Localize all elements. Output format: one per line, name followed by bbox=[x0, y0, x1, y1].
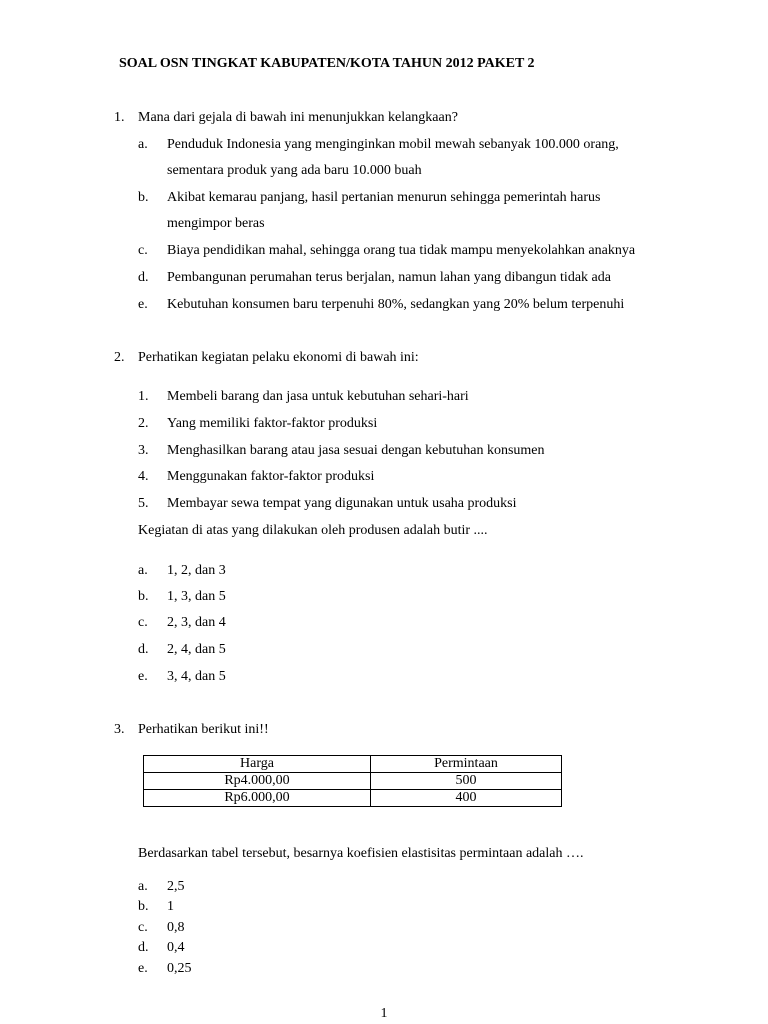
q2-item-5-label: 5. bbox=[138, 496, 149, 511]
table-header-harga: Harga bbox=[144, 756, 371, 773]
q2-option-d-label: d. bbox=[138, 642, 149, 657]
table-cell-harga: Rp4.000,00 bbox=[144, 773, 371, 790]
q2-item-3-label: 3. bbox=[138, 443, 149, 458]
q2-option-b-label: b. bbox=[138, 589, 149, 604]
q1-option-e-text: Kebutuhan konsumen baru terpenuhi 80%, sedangkan yang 20% belum terpenuhi bbox=[167, 297, 625, 312]
q2-option-c-text: 2, 3, dan 4 bbox=[167, 615, 226, 630]
q2-option-a-label: a. bbox=[138, 563, 148, 578]
table-cell-harga: Rp6.000,00 bbox=[144, 790, 371, 807]
q3-prompt: Berdasarkan tabel tersebut, besarnya koefisien elastisitas permintaan adalah …. bbox=[138, 846, 584, 861]
table-header-row bbox=[144, 756, 562, 773]
q1-option-b-line2: mengimpor beras bbox=[167, 216, 265, 231]
q3-option-e-text: 0,25 bbox=[167, 961, 192, 976]
table-row bbox=[144, 773, 562, 790]
q2-item-4-label: 4. bbox=[138, 469, 149, 484]
q2-option-e-text: 3, 4, dan 5 bbox=[167, 669, 226, 684]
question-1-number: 1. bbox=[114, 110, 125, 125]
q1-option-a-label: a. bbox=[138, 137, 148, 152]
q1-option-b-label: b. bbox=[138, 190, 149, 205]
table-row bbox=[144, 790, 562, 807]
q3-option-d-text: 0,4 bbox=[167, 940, 185, 955]
q2-option-b-text: 1, 3, dan 5 bbox=[167, 589, 226, 604]
q2-item-2-label: 2. bbox=[138, 416, 149, 431]
q3-option-e-label: e. bbox=[138, 961, 148, 976]
q3-option-d-label: d. bbox=[138, 940, 149, 955]
page-title: SOAL OSN TINGKAT KABUPATEN/KOTA TAHUN 2012 PAKET 2 bbox=[119, 56, 535, 71]
q2-option-a-text: 1, 2, dan 3 bbox=[167, 563, 226, 578]
q1-option-d-text: Pembangunan perumahan terus berjalan, namun lahan yang dibangun tidak ada bbox=[167, 270, 611, 285]
q2-option-d-text: 2, 4, dan 5 bbox=[167, 642, 226, 657]
question-1-text: Mana dari gejala di bawah ini menunjukkan kelangkaan? bbox=[138, 110, 458, 125]
q1-option-a-line2: sementara produk yang ada baru 10.000 buah bbox=[167, 163, 422, 178]
q2-prompt: Kegiatan di atas yang dilakukan oleh produsen adalah butir .... bbox=[138, 523, 488, 538]
question-2-number: 2. bbox=[114, 350, 125, 365]
q1-option-d-label: d. bbox=[138, 270, 149, 285]
question-3-number: 3. bbox=[114, 722, 125, 737]
q2-item-1-text: Membeli barang dan jasa untuk kebutuhan sehari-hari bbox=[167, 389, 469, 404]
q1-option-a-line1: Penduduk Indonesia yang menginginkan mobil mewah sebanyak 100.000 orang, bbox=[167, 137, 619, 152]
q1-option-c-label: c. bbox=[138, 243, 148, 258]
q2-option-e-label: e. bbox=[138, 669, 148, 684]
q2-item-3-text: Menghasilkan barang atau jasa sesuai dengan kebutuhan konsumen bbox=[167, 443, 545, 458]
q2-item-2-text: Yang memiliki faktor-faktor produksi bbox=[167, 416, 378, 431]
table-header-permintaan: Permintaan bbox=[371, 756, 562, 773]
q2-item-1-label: 1. bbox=[138, 389, 149, 404]
table-cell-permintaan: 500 bbox=[371, 773, 562, 790]
q3-option-b-label: b. bbox=[138, 899, 149, 914]
table-cell-permintaan: 400 bbox=[371, 790, 562, 807]
question-3-text: Perhatikan berikut ini!! bbox=[138, 722, 269, 737]
q1-option-b-line1: Akibat kemarau panjang, hasil pertanian menurun sehingga pemerintah harus bbox=[167, 190, 601, 205]
q2-item-4-text: Menggunakan faktor-faktor produksi bbox=[167, 469, 375, 484]
q3-option-c-label: c. bbox=[138, 920, 148, 935]
q2-item-5-text: Membayar sewa tempat yang digunakan untuk usaha produksi bbox=[167, 496, 517, 511]
q3-option-c-text: 0,8 bbox=[167, 920, 185, 935]
q3-option-a-text: 2,5 bbox=[167, 879, 185, 894]
q1-option-c-text: Biaya pendidikan mahal, sehingga orang tua tidak mampu menyekolahkan anaknya bbox=[167, 243, 636, 258]
q3-option-b-text: 1 bbox=[167, 899, 174, 914]
question-2-text: Perhatikan kegiatan pelaku ekonomi di bawah ini: bbox=[138, 350, 419, 365]
q3-option-a-label: a. bbox=[138, 879, 148, 894]
page-number: 1 bbox=[380, 1006, 388, 1021]
q1-option-e-label: e. bbox=[138, 297, 148, 312]
price-demand-table bbox=[143, 755, 562, 807]
q2-option-c-label: c. bbox=[138, 615, 148, 630]
